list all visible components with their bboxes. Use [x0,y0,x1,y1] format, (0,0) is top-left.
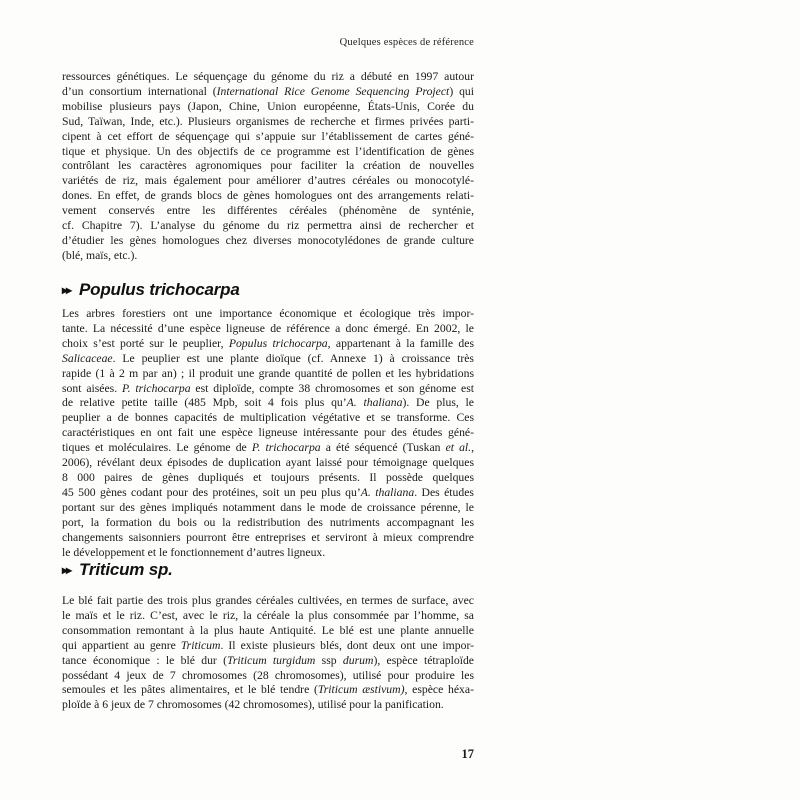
text-line: dones. En effet, de grands blocs de gènes homologues ont des arrangements relati- [62,189,474,203]
text-line: vement conservés entre les différentes céréales (phénomène de synténie, [62,204,474,218]
text-line: Sud, Taïwan, Inde, etc.). Plusieurs organismes de recherche et firmes privées parti- [62,114,474,128]
text-line: 45 500 gènes codant pour des protéines, soit un peu plus qu’A. thaliana. Des études [62,485,474,499]
text-line: ressources génétiques. Le séquençage du génome du riz a débuté en 1997 autour [62,70,474,83]
text-line: d’étudier les gènes homologues chez diverses monocotylédones de grande culture [62,233,474,247]
text-line: 8 000 paires de gènes dupliqués et toujours présents. Il possède quelques [62,470,474,484]
text-line: tante. La nécessité d’une espèce ligneuse de référence a donc émergé. En 2002, le [62,321,474,335]
section-title-populus: Populus trichocarpa [79,280,240,299]
text-line: cipent à cet effort de séquençage qui s’appuie sur l’établissement de cartes géné- [62,129,474,143]
text-line: de relative petite taille (485 Mpb, soit 4 fois plus qu’A. thaliana). De plus, le [62,396,474,410]
paragraph-triticum [62,594,474,713]
paragraph-rice-genome [62,70,474,264]
text-line: variétés de riz, mais également pour améliorer d’autres céréales ou monocotylé- [62,174,474,188]
text-line: Les arbres forestiers ont une importance économique et écologique très impor- [62,307,474,320]
text-line: qui appartient au genre Triticum. Il existe plusieurs blés, dont deux ont une impor- [62,638,474,652]
double-right-arrow-icon: ▸▸ [62,563,71,577]
text-line: ploïde à 6 jeux de 7 chromosomes (42 chromosomes), utilisé pour la panification. [62,698,444,712]
text-line: mobilise plusieurs pays (Japon, Chine, Union européenne, États-Unis, Corée du [62,99,474,113]
text-line: Le blé fait partie des trois plus grandes céréales cultivées, en termes de surface, avec [62,594,474,607]
text-line: peuplier a de bonnes capacités de multiplication végétative et se transforme. Ces [62,411,474,425]
paragraph-populus [62,307,474,560]
text-line: tique et physique. Un des objectifs de ce programme est l’identification de gènes [62,144,474,158]
text-line: changements saisonniers pourront être entreprises et serviront à mieux comprendre [62,530,474,544]
text-line: contrôlant les caractères agronomiques pour faciliter la création de nouvelles [62,159,474,173]
page-number: 17 [461,747,474,761]
text-line: d’un consortium international (International Rice Genome Sequencing Project) qui [62,84,475,98]
section-heading-populus [62,280,474,300]
section-heading-triticum [62,560,474,580]
text-line: consommation remontant à la plus haute Antiquité. Le blé est une plante annuelle [62,623,474,637]
text-line: rapide (1 à 2 m par an) ; il produit une grande quantité de pollen et les hybridations [62,366,474,380]
text-line: sont aisées. P. trichocarpa est diploïde, compte 38 chromosomes et son génome est [62,381,474,395]
text-line: semoules et les pâtes alimentaires, et le blé tendre (Triticum æstivum), espèce héxa- [62,683,474,697]
section-title-triticum: Triticum sp. [79,560,173,579]
text-line: tiques et moléculaires. Le génome de P. trichocarpa a été séquencé (Tuskan et al., [62,441,475,455]
text-line: tance économique : le blé dur (Triticum turgidum ssp durum), espèce tétraploïde [62,653,474,667]
text-line: choix s’est porté sur le peuplier, Populus trichocarpa, appartenant à la famille des [62,336,475,350]
text-line: caractéristiques en ont fait une espèce ligneuse intéressante pour des études géné- [62,426,474,440]
text-line: le maïs et le riz. C’est, avec le riz, la céréale la plus consommée par l’homme, sa [62,608,474,622]
text-line: port, la formation du bois ou la redistribution des nutriments accompagnant les [62,515,474,529]
text-line: portant sur des gènes impliqués notamment dans le mode de croissance pérenne, le [62,500,474,514]
text-line: le développement et le fonctionnement d’autres ligneux. [62,545,326,559]
text-line: possédant 4 jeux de 7 chromosomes (28 chromosomes), utilisé pour produire les [62,668,474,682]
running-header: Quelques espèces de référence [339,37,474,48]
text-line: cf. Chapitre 7). L’analyse du génome du riz permettra ainsi de rechercher et [62,219,474,233]
text-line: 2006), révélant deux épisodes de duplication ayant laissé pour témoignage quelques [62,456,474,470]
text-line: Salicaceae. Le peuplier est une plante dioïque (cf. Annexe 1) à croissance très [62,351,474,365]
double-right-arrow-icon: ▸▸ [62,283,71,297]
text-line: (blé, maïs, etc.). [62,248,138,262]
